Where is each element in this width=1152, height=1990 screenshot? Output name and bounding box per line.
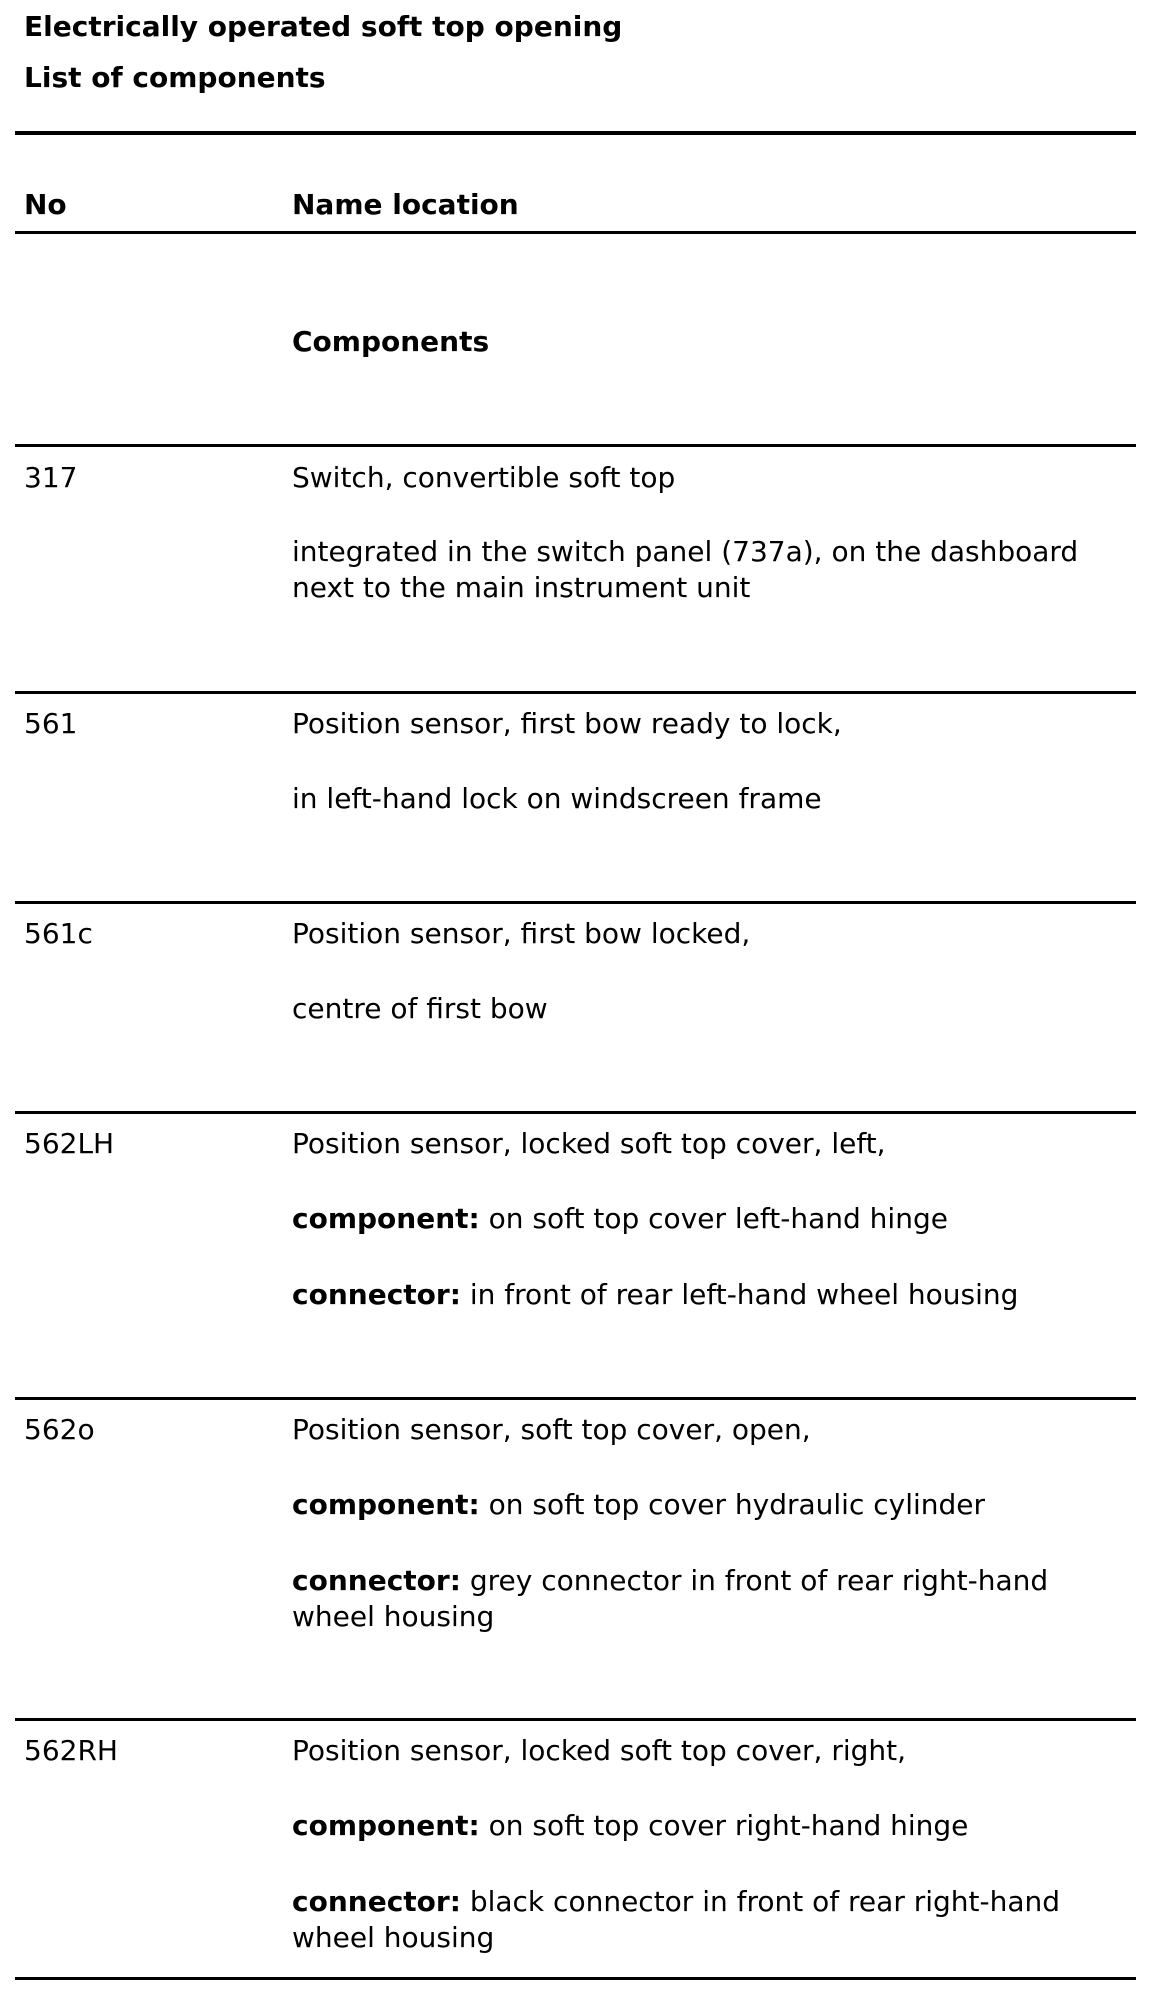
row-divider <box>15 1397 1136 1400</box>
row-562rh-connector <box>292 1884 1132 1956</box>
component-location: on soft top cover left-hand hinge <box>488 1202 948 1235</box>
row-562rh-name: Position sensor, locked soft top cover, right, <box>292 1734 907 1767</box>
column-header-no: No <box>24 188 67 221</box>
row-561c-location: centre of first bow <box>292 992 548 1025</box>
connector-label: connector: <box>292 1564 461 1597</box>
component-label: component: <box>292 1202 480 1235</box>
row-317-no: 317 <box>24 461 78 494</box>
component-location: on soft top cover hydraulic cylinder <box>488 1488 986 1521</box>
header-rule <box>15 231 1136 234</box>
row-562rh-component <box>292 1808 968 1844</box>
row-562lh-name: Position sensor, locked soft top cover, left, <box>292 1127 886 1160</box>
row-317-name: Switch, convertible soft top <box>292 461 676 494</box>
document-title: Electrically operated soft top opening <box>24 10 623 43</box>
connector-location: in front of rear left-hand wheel housing <box>469 1278 1019 1311</box>
row-561-name: Position sensor, first bow ready to lock, <box>292 707 842 740</box>
component-label: component: <box>292 1809 480 1842</box>
row-562o-no: 562o <box>24 1413 95 1446</box>
row-divider <box>15 691 1136 694</box>
row-562rh-no: 562RH <box>24 1734 118 1767</box>
document-subtitle: List of components <box>24 61 326 94</box>
connector-location: grey connector in front of rear right-hand wheel housing <box>292 1564 1049 1633</box>
row-562lh-no: 562LH <box>24 1127 115 1160</box>
top-rule <box>15 131 1136 135</box>
row-562o-name: Position sensor, soft top cover, open, <box>292 1413 811 1446</box>
row-317-location: integrated in the switch panel (737a), on the dashboard next to the main instrument unit <box>292 535 1079 604</box>
section-heading: Components <box>292 325 490 358</box>
row-561c-no: 561c <box>24 917 93 950</box>
row-561-no: 561 <box>24 707 78 740</box>
row-divider <box>15 1111 1136 1114</box>
column-header-name-location: Name location <box>292 188 519 221</box>
row-divider <box>15 1718 1136 1721</box>
row-divider <box>15 901 1136 904</box>
bottom-rule <box>15 1977 1136 1980</box>
row-562o-connector <box>292 1563 1132 1635</box>
row-562lh-component <box>292 1201 948 1237</box>
row-561-location: in left-hand lock on windscreen frame <box>292 782 822 815</box>
connector-label: connector: <box>292 1278 461 1311</box>
component-location: on soft top cover right-hand hinge <box>488 1809 969 1842</box>
row-562o-component <box>292 1487 985 1523</box>
connector-label: connector: <box>292 1885 461 1918</box>
row-562lh-connector <box>292 1277 1018 1313</box>
row-561c-name: Position sensor, first bow locked, <box>292 917 751 950</box>
row-divider <box>15 444 1136 447</box>
component-label: component: <box>292 1488 480 1521</box>
connector-location: black connector in front of rear right-hand wheel housing <box>292 1885 1061 1954</box>
